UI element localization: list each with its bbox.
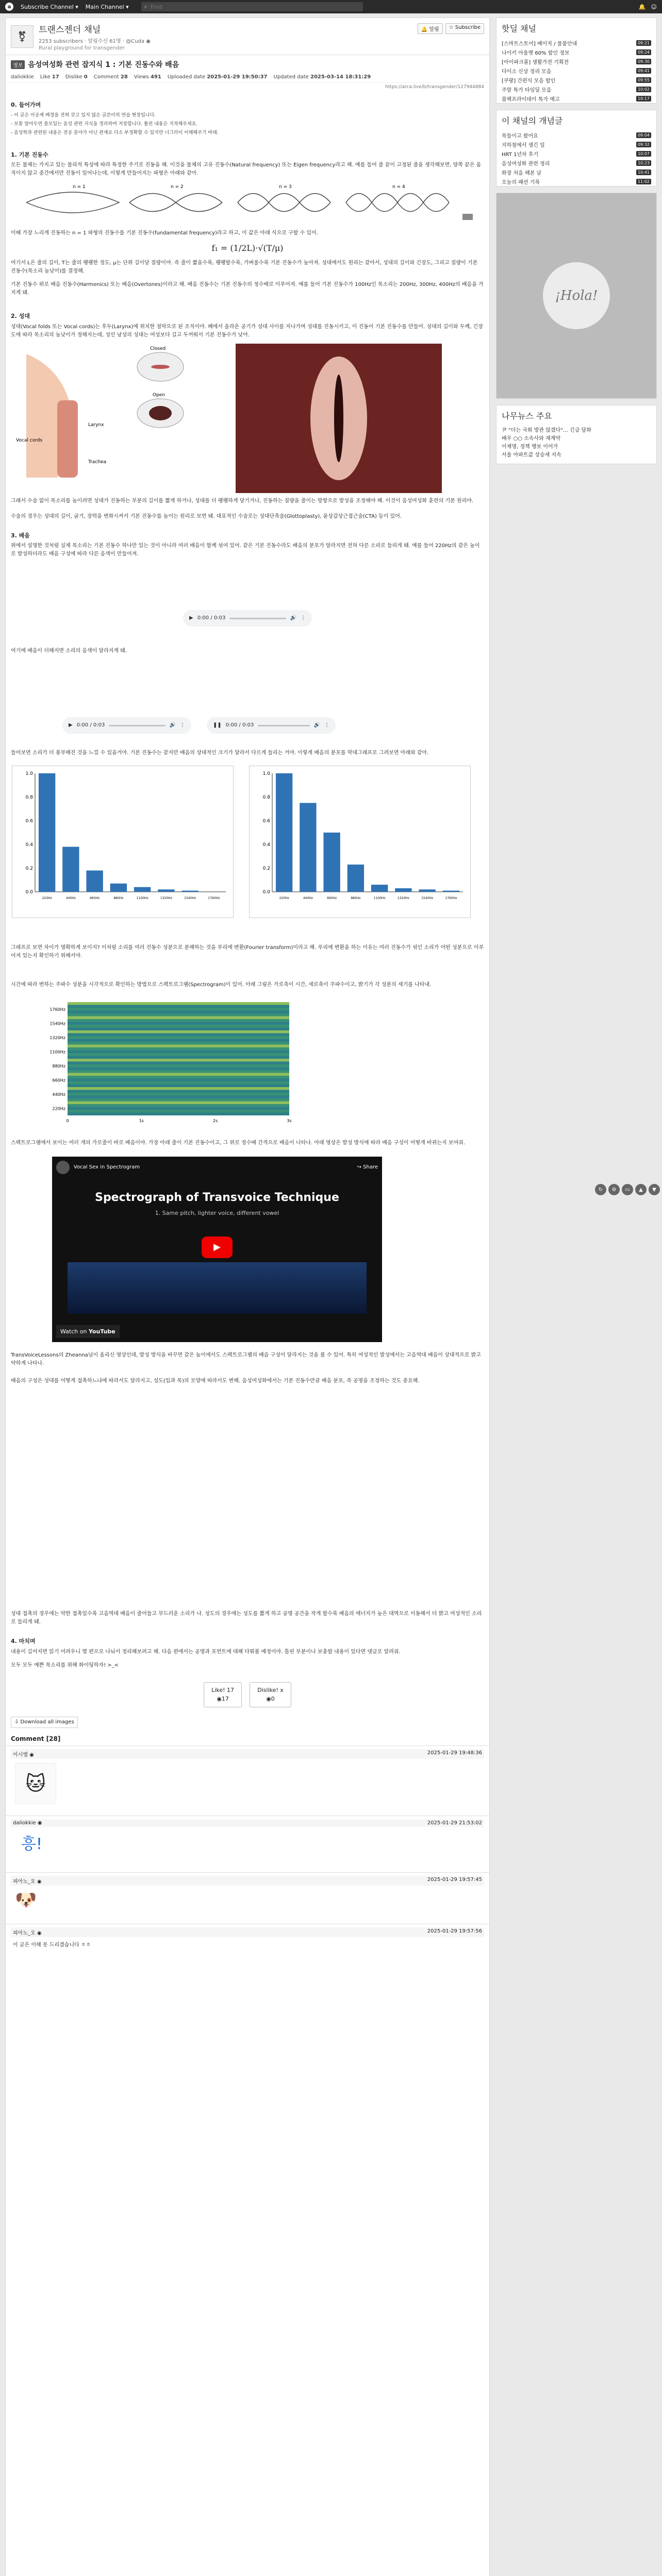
channel-avatar [56, 1161, 70, 1174]
news-item[interactable]: 이재명, 정책 행보 이어가 [502, 444, 558, 450]
hot-item[interactable]: [아이파크몰] 생활가전 기획전 09:30 [496, 57, 656, 66]
bar [276, 773, 292, 892]
audio-player[interactable] [62, 717, 191, 734]
section-2-title: 2. 성대 [11, 312, 30, 319]
spectrogram-band [68, 1110, 289, 1113]
comment-user[interactable]: 이시엘 ◉ [13, 1752, 34, 1758]
wave-2 [129, 194, 222, 212]
search-input[interactable] [151, 4, 346, 10]
video-title: Spectrograph of Transvoice Technique [95, 1191, 339, 1205]
spectrogram-band [68, 1028, 289, 1031]
paragraph: 스펙트로그램에서 보이는 여러 개의 가로줄이 바로 배음이야. 가장 아래 줄이 기본 진동수이고, 그 위로 정수배 간격으로 배음이 나타나. 아래 영상은 발성 방식에 따라 배음 구성이 어떻게 바뀌는지 보여줘. [11, 1140, 465, 1146]
audio-player[interactable] [183, 610, 312, 626]
comment [6, 1872, 489, 1924]
paragraph: 모두 모두 예쁜 목소리를 위해 화이팅하자! >_< [11, 1662, 119, 1668]
y-tick-label: 1.0 [25, 771, 33, 777]
category-badge[interactable]: 정보 [11, 60, 25, 69]
ad-text: ¡Hola! [543, 262, 610, 329]
spectrogram-band [68, 1047, 289, 1050]
channel-icon: ⚧ [11, 25, 34, 48]
article-body [6, 91, 489, 1732]
spectrogram-band [68, 1011, 289, 1014]
x-tick-label: 1s [139, 1118, 144, 1124]
comment [6, 1816, 489, 1872]
paragraph: 수술의 경우는 성대의 길이, 굵기, 장력을 변화시켜서 기본 진동수를 높이는 원리로 보면 돼. 대표적인 수술로는 성대단축술(Glottoplasty), 윤상갑상근접근술(CTA) 등이 있어. [11, 513, 402, 519]
hot-deal-title[interactable]: 핫딜 채널 [502, 24, 536, 33]
spectrogram-band [68, 1016, 289, 1020]
spectrogram-band [68, 1070, 289, 1073]
y-tick-label: 0.6 [25, 819, 33, 824]
download-all-button[interactable]: ⇩ Download all images [11, 1717, 78, 1728]
bar [395, 888, 411, 892]
paragraph: 기본 진동수 위로 배음 진동수(Harmonics) 또는 배음(Overtones)이라고 해. 배음 진동수는 기본 진동수의 정수배로 이루어져. 예를 들어 기본 진동수가 100Hz인 목소리는 200Hz, 300Hz, 400Hz의 배음을 가지게 돼. [11, 281, 484, 296]
paragraph: 여기서 L은 줄의 길이, T는 줄의 팽팽한 정도, μ는 단위 길이당 질량이야. 즉 줄이 짧을수록, 팽팽할수록, 가벼울수록 기본 진동수가 높아져. 성대에서도 원리는 같아서, 성대의 길이와 긴장도, 그리고 질량이 기본 진동수(목소리 높낮이)를 결정해. [11, 260, 478, 274]
share-button[interactable]: ↪ Share [357, 1164, 378, 1171]
expand-icon[interactable]: ▭ [622, 1184, 633, 1195]
comment [6, 1924, 489, 1955]
y-tick-label: 1100Hz [49, 1049, 65, 1055]
channel-desc: Rural playground for transgender [39, 45, 125, 51]
floating-buttons [595, 1184, 660, 1195]
larynx-diagram [11, 344, 233, 478]
hot-item[interactable]: [스마트스토어] 베이직 / 물품안내 09:21 [496, 38, 656, 47]
vocal-label: Vocal cords [16, 437, 43, 443]
hot-item[interactable]: 다이소 신상 정리 모음 09:41 [496, 66, 656, 75]
like-button[interactable]: Like! 17 ◉17 [204, 1682, 242, 1707]
harmonics-chart-1 [12, 766, 234, 918]
x-tick-label: 440Hz [303, 896, 313, 901]
comment-text: 흥! [21, 1835, 43, 1853]
paragraph: 이때 가장 느리게 진동하는 n = 1 파형의 진동수를 기본 진동수(fundamental frequency)라고 하고, 이 값은 아래 식으로 구할 수 있어. [11, 230, 318, 236]
hot-item[interactable]: 블랙프라이데이 특가 예고 10:17 [496, 94, 656, 103]
spectrogram-band [68, 1101, 289, 1105]
paragraph: 배음의 구성은 성대를 어떻게 접촉하느냐에 따라서도 달라지고, 성도(입과 목)의 모양에 따라서도 변해. 음성여성화에서는 기본 진동수만큼 배음 분포, 즉 공명을 조정하는 것도 중요해. [11, 1378, 420, 1384]
x-tick-label: 880Hz [113, 896, 124, 901]
concept-item[interactable]: 화장 처음 해본 날 10:41 [496, 167, 656, 177]
hot-item[interactable]: 주말 특가 타임딜 모음 10:02 [496, 84, 656, 94]
more-icon[interactable]: ⋮ [324, 722, 329, 728]
x-tick-label: 660Hz [90, 896, 100, 901]
spectrogram-band [68, 1098, 289, 1101]
comment-time: 2025-01-29 19:48:36 [427, 1750, 482, 1756]
bar [300, 803, 316, 892]
comments-header: Comment [28] [11, 1735, 61, 1742]
comment-user[interactable]: daliokkie ◉ [13, 1820, 42, 1826]
y-tick-label: 1320Hz [49, 1035, 65, 1040]
y-tick-label: 0.4 [262, 842, 270, 848]
comment [6, 1745, 489, 1816]
notification-icon[interactable]: 🔔 [638, 3, 646, 10]
spectrogram-band [68, 1093, 289, 1096]
volume-icon[interactable]: 🔊 [169, 722, 176, 728]
news-title[interactable]: 나무뉴스 주요 [502, 411, 552, 421]
video-channel[interactable]: Vocal Sex in Spectrogram [74, 1164, 140, 1171]
sidebar [496, 18, 657, 470]
concept-title[interactable]: 이 채널의 개념글 [502, 116, 563, 126]
news-item[interactable]: 尹 "더는 국회 방관 않겠다"… 긴급 담화 [502, 428, 591, 433]
trachea-label: Trachea [88, 459, 107, 465]
bar [419, 890, 435, 892]
spectrogram-band [68, 1030, 289, 1033]
y-tick-label: 0.8 [25, 795, 33, 801]
x-tick-label: 220Hz [42, 896, 52, 901]
paragraph: 내용이 길어지면 읽기 어려우니 몇 편으로 나눠서 정리해보려고 해. 다음 편에서는 공명과 포먼트에 대해 다뤄볼 예정이야. 틀린 부분이나 보충할 내용이 있다면 댓글로 알려줘. [11, 1649, 401, 1655]
spectrogram-band [68, 1056, 289, 1059]
ad-banner[interactable] [496, 193, 657, 399]
paragraph: 위에서 설명한 것처럼 실제 목소리는 기본 진동수 하나만 있는 것이 아니라 여러 배음이 함께 섞여 있어. 같은 기본 진동수라도 배음의 분포가 달라지면 전혀 다른 소리로 들리게 돼. 예를 들어 220Hz의 같은 높이로 발성하더라도 배음 구성에 따라 다른 음색이 만들어져. [11, 543, 480, 557]
x-tick-label: 440Hz [65, 896, 76, 901]
y-tick-label: 1540Hz [49, 1021, 65, 1026]
y-tick-label: 220Hz [52, 1106, 65, 1111]
x-tick-label: 1540Hz [421, 896, 434, 901]
section-3-title: 3. 배음 [11, 532, 30, 539]
x-tick-label: 1320Hz [397, 896, 409, 901]
audio-progress[interactable] [258, 725, 309, 726]
paragraph: 모든 물체는 가지고 있는 물리적 특성에 따라 특정한 주기로 진동을 해. 이것을 물체의 고유 진동수(Natural frequency) 또는 Eigen frequency라고 해. 예를 들어 줄 끝이 고정된 줄을 생각해보면, 양쪽 끝은 움직이지 않고 중간에서만 진동이 일어나는데, 이렇게 만들어지는 파형은 아래와 같아. [11, 162, 482, 177]
search-icon: ⌕ [144, 3, 147, 10]
channel-title[interactable]: 트랜스젠더 채널 [39, 24, 101, 35]
volume-icon[interactable]: 🔊 [290, 615, 296, 621]
concept-item[interactable]: 음성여성화 관련 정리 10:23 [496, 158, 656, 167]
y-tick-label: 0.4 [25, 842, 33, 848]
watch-on-youtube[interactable]: Watch on YouTube [56, 1325, 120, 1338]
harmonics-chart-2 [249, 766, 471, 918]
x-tick-label: 1100Hz [136, 896, 148, 901]
more-icon[interactable]: ⋮ [301, 615, 306, 621]
spectrogram-band [68, 1025, 289, 1028]
bar [86, 871, 103, 892]
section-4-title: 4. 마치며 [11, 1638, 36, 1645]
update-date: 2025-03-14 18:31:29 [310, 74, 371, 80]
vocal-cords-photo [236, 344, 442, 493]
audio-progress[interactable] [229, 618, 286, 619]
spectrogram-band [68, 1087, 289, 1090]
wave-label: n = 3 [279, 184, 292, 190]
bar [323, 833, 340, 892]
play-button[interactable]: ▶ [202, 1236, 233, 1258]
x-tick-label: 660Hz [327, 896, 337, 901]
scroll-up-icon[interactable]: ▲ [635, 1184, 647, 1195]
spectrogram-band [68, 1050, 289, 1054]
notify-button[interactable]: 🔔 알림 [418, 23, 443, 34]
paragraph: 여기에 배음이 더해지면 소리의 음색이 달라지게 돼. [11, 648, 127, 654]
spectrogram-band [68, 1039, 289, 1042]
volume-icon[interactable]: 🔊 [313, 722, 320, 728]
y-tick-label: 0.2 [262, 866, 270, 872]
video-spectrogram [68, 1262, 367, 1314]
y-tick-label: 1760Hz [49, 1007, 65, 1012]
x-tick-label: 1760Hz [445, 896, 457, 901]
audio-player[interactable] [207, 717, 336, 734]
y-tick-label: 0.2 [25, 866, 33, 872]
spectrogram-band [68, 1013, 289, 1016]
comment-sticker: 🐱 [15, 1763, 56, 1804]
larynx-figure-row [11, 344, 484, 493]
concept-item[interactable]: 목들이고 왔어요 09:04 [496, 130, 656, 140]
wave-label: n = 4 [392, 184, 405, 190]
wave-1 [26, 192, 119, 213]
view-count: 491 [150, 74, 161, 80]
bar [39, 773, 55, 892]
x-tick-label: 1320Hz [160, 896, 172, 901]
spectrogram-band [68, 1042, 289, 1045]
bar [443, 891, 459, 892]
x-tick-label: 2s [213, 1118, 218, 1124]
x-tick-label: 880Hz [351, 896, 361, 901]
spectrogram-band [68, 1107, 289, 1110]
paragraph: 성대 접촉의 경우에는 약한 접촉일수록 고음역대 배음이 줄어들고 부드러운 소리가 나. 성도의 경우에는 성도를 짧게 하고 공명 공간을 작게 할수록 배음의 에너지가 높은 대역으로 이동해서 더 밝고 여성적인 소리로 들리게 돼. [11, 1611, 482, 1625]
bar [62, 847, 79, 892]
formula: f₁ = (1/2L)·√(T/μ) [211, 243, 284, 253]
channel-header [6, 18, 489, 55]
audio-time: 0:00 / 0:03 [76, 722, 105, 728]
spectrogram-band [68, 1084, 289, 1088]
audio-progress[interactable] [109, 725, 165, 726]
x-tick-label: 1760Hz [208, 896, 220, 901]
comment-user[interactable]: 피아노_오 ◉ [13, 1930, 42, 1936]
wave-label: n = 1 [73, 184, 86, 190]
spectrogram-band [68, 1022, 289, 1025]
comment-count: 28 [120, 74, 128, 80]
standing-wave-figure [11, 182, 475, 225]
spectrogram-band [68, 1005, 289, 1008]
spectrogram-band [68, 1096, 289, 1099]
hot-item[interactable]: 나이키 아울렛 60% 할인 정보 09:24 [496, 47, 656, 57]
post-url[interactable]: https://arca.live/b/transgender/127944884 [385, 84, 484, 90]
section-1-title: 1. 기본 진동수 [11, 151, 48, 158]
x-tick-label: 1100Hz [373, 896, 386, 901]
post-title-row [6, 55, 489, 72]
x-tick-label: 3s [287, 1118, 292, 1124]
menu-subscribe-channel[interactable]: Subscribe Channel ▾ [21, 3, 78, 10]
spectrogram-band [68, 1064, 289, 1067]
settings-icon[interactable]: ⚙ [608, 1184, 620, 1195]
concept-box [496, 110, 657, 187]
x-tick-label: 220Hz [279, 896, 289, 901]
like-count: 17 [52, 74, 59, 80]
spectrogram-band [68, 1067, 289, 1071]
spectrogram-band [68, 1090, 289, 1093]
blank-space [11, 1387, 484, 1608]
search-box[interactable] [141, 2, 363, 11]
refresh-icon[interactable]: ↻ [595, 1184, 606, 1195]
intro-line: - 음성학과 관련된 내용은 전공 분야가 아닌 관계로 다소 부정확할 수 있지만 너그러이 이해해주기 바래. [11, 130, 219, 136]
video-header [52, 1157, 382, 1178]
y-tick-label: 0.6 [262, 819, 270, 824]
play-icon[interactable]: ▶ [69, 722, 73, 728]
author[interactable]: daliokkie [11, 74, 34, 80]
article-panel [5, 18, 490, 2576]
spectrogram-band [68, 1073, 289, 1076]
comment-text: 이 글은 이해 못 드리겠습니다 ㅎㅎ [13, 1942, 91, 1948]
paragraph: 그래프로 보면 차이가 명확하게 보이지? 이처럼 소리를 여러 진동수 성분으로 분해하는 것을 푸리에 변환(Fourier transform)이라고 해. 푸리에 변환을 하는 이유는 여러 진동수가 섞인 소리가 어떤 성분으로 이루어져 있는지 확인하기 위해서야. [11, 945, 484, 959]
bar [134, 887, 151, 892]
open-label: Open [153, 392, 166, 398]
vote-row [11, 1682, 484, 1707]
x-tick-label: 1540Hz [184, 896, 196, 901]
paragraph: 그래서 수술 없이 목소리를 높이려면 성대가 진동하는 부분의 길이를 짧게 하거나, 성대를 더 팽팽하게 당기거나, 진동하는 질량을 줄이는 방향으로 발성을 조정해야 해. 이것이 음성여성화 훈련의 기본 원리야. [11, 498, 474, 504]
comment-time: 2025-01-29 21:53:02 [427, 1820, 482, 1826]
site-logo[interactable]: a [5, 3, 13, 11]
y-tick-label: 1.0 [262, 771, 270, 777]
wave-3 [238, 194, 330, 212]
comment-time: 2025-01-29 19:57:56 [427, 1928, 482, 1934]
spectrogram-band [68, 1059, 289, 1062]
subscribe-button[interactable]: ☆ Subscribe [445, 23, 484, 34]
y-tick-label: 440Hz [52, 1092, 65, 1097]
upload-date: 2025-01-29 19:50:37 [207, 74, 268, 80]
spectrogram-band [68, 1019, 289, 1022]
standing-wave-svg [11, 182, 475, 225]
pause-icon[interactable]: ❚❚ [213, 722, 222, 728]
audio-time: 0:00 / 0:03 [225, 722, 254, 728]
comment-user[interactable]: 피아노_오 ◉ [13, 1878, 42, 1885]
comment-sticker: 🐶 [15, 1889, 37, 1910]
dislike-count: 0 [84, 74, 88, 80]
more-icon[interactable]: ⋮ [180, 722, 185, 728]
news-item[interactable]: 서울 아파트값 상승세 지속 [502, 452, 561, 458]
news-item[interactable]: 배우 ○○ 소속사와 재계약 [502, 436, 560, 442]
channel-meta: 2253 subscribers · 알림수신 61명 · @Cuda ◉ [39, 38, 151, 44]
spectrogram-band [68, 1104, 289, 1107]
intro-line: - 이 글은 이공계 배경을 전혀 갖고 있지 않은 글쓴이의 연습 현장입니다. [11, 112, 156, 118]
paragraph: 시간에 따라 변하는 주파수 성분을 시각적으로 확인하는 방법으로 스펙트로그램(Spectrogram)이 있어. 아래 그림은 가로축이 시간, 세로축이 주파수이고, 밝기가 각 성분의 세기를 나타내. [11, 982, 432, 988]
bar [158, 890, 174, 892]
concept-item[interactable]: HRT 1년차 후기 10:07 [496, 149, 656, 158]
youtube-embed[interactable] [52, 1157, 382, 1342]
spectrogram-band [68, 1113, 289, 1116]
y-tick-label: 0.0 [262, 890, 270, 895]
spectrogram-band [68, 1079, 289, 1082]
menu-main-channel[interactable]: Main Channel ▾ [85, 3, 129, 10]
y-tick-label: 0.0 [25, 890, 33, 895]
spectrogram-figure [42, 999, 484, 1129]
paragraph: TransVoiceLessons의 Zheanna님이 올리신 영상인데, 발성 방식을 바꾸면 같은 높이에서도 스펙트로그램의 배음 구성이 달라지는 것을 볼 수 있어. 특히 여성적인 발성에서는 고음역대 배음이 상대적으로 밝고 약하게 나타나. [11, 1352, 481, 1367]
spectrogram-band [68, 1045, 289, 1048]
bar [347, 865, 364, 892]
bar [110, 884, 127, 892]
post-meta: daliokkie Like 17 Dislike 0 Comment 28 Views 491 Uploaded date 2025-01-29 19:50:37 Updated date 2025-03-14 18:31:29 [6, 72, 489, 83]
dislike-button[interactable]: Dislike! x ◉0 [250, 1682, 291, 1707]
hot-item[interactable]: [쿠팡] 간편식 모음 할인 09:55 [496, 75, 656, 84]
gif-badge [462, 214, 473, 220]
paragraph: 성대(Vocal folds 또는 Vocal cords)는 후두(Larynx)에 위치한 점막으로 된 조직이야. 폐에서 올라온 공기가 성대 사이를 지나가며 성대를 진동시키고, 이 진동이 기본 진동수를 만들어. 성대의 길이와 두께, 긴장도에 따라 목소리의 높낮이가 정해지는데, 성인 남성의 성대는 여성보다 길고 두꺼워서 기본 진동수가 낮아. [11, 324, 483, 338]
y-tick-label: 660Hz [52, 1078, 65, 1083]
y-tick-label: 880Hz [52, 1063, 65, 1069]
top-navbar [0, 0, 662, 13]
audio-time: 0:00 / 0:03 [197, 615, 226, 621]
play-icon[interactable]: ▶ [189, 615, 193, 621]
y-tick-label: 0.8 [262, 795, 270, 801]
spectrogram-band [68, 1053, 289, 1056]
wave-4 [346, 194, 449, 212]
scroll-down-icon[interactable]: ▼ [649, 1184, 660, 1195]
intro-line: - 보통 알아두면 쓸모있는 음성 관련 지식을 정리하여 저장합니다. 틀린 내용은 지적해주세요. [11, 121, 198, 127]
section-0-title: 0. 들어가며 [11, 101, 41, 108]
spectrogram-band [68, 1008, 289, 1011]
larynx-label: Larynx [88, 422, 104, 428]
spectrogram-band [68, 1036, 289, 1039]
concept-item[interactable]: 오늘의 패션 기록 11:02 [496, 177, 656, 186]
spectrogram-band [68, 1062, 289, 1065]
spectrogram-band [68, 1002, 289, 1005]
x-tick-label: 0 [66, 1118, 69, 1124]
wave-label: n = 2 [171, 184, 184, 190]
spectrogram-band [68, 1033, 289, 1037]
comment-time: 2025-01-29 19:57:45 [427, 1876, 482, 1883]
hot-deal-box [496, 18, 657, 104]
closed-label: Closed [150, 346, 166, 351]
video-subtitle: 1. Same pitch, lighter voice, different vowel [155, 1210, 279, 1217]
bar [371, 885, 388, 892]
post-title: 음성여성화 관련 잡지식 1 : 기본 진동수와 배음 [28, 61, 179, 69]
bar [181, 891, 198, 892]
concept-item[interactable]: 지하철에서 생긴 일 09:32 [496, 140, 656, 149]
news-box [496, 405, 657, 464]
user-icon[interactable]: ☺ [651, 3, 657, 10]
spectrogram-band [68, 1076, 289, 1079]
paragraph: 들어보면 소리가 더 풍부해진 것을 느낄 수 있을거야. 기본 진동수는 같지만 배음의 상대적인 크기가 달라서 다르게 들리는 거야. 이렇게 배음의 분포를 막대그래프로 그려보면 아래와 같아. [11, 750, 429, 756]
spectrogram-band [68, 1081, 289, 1084]
